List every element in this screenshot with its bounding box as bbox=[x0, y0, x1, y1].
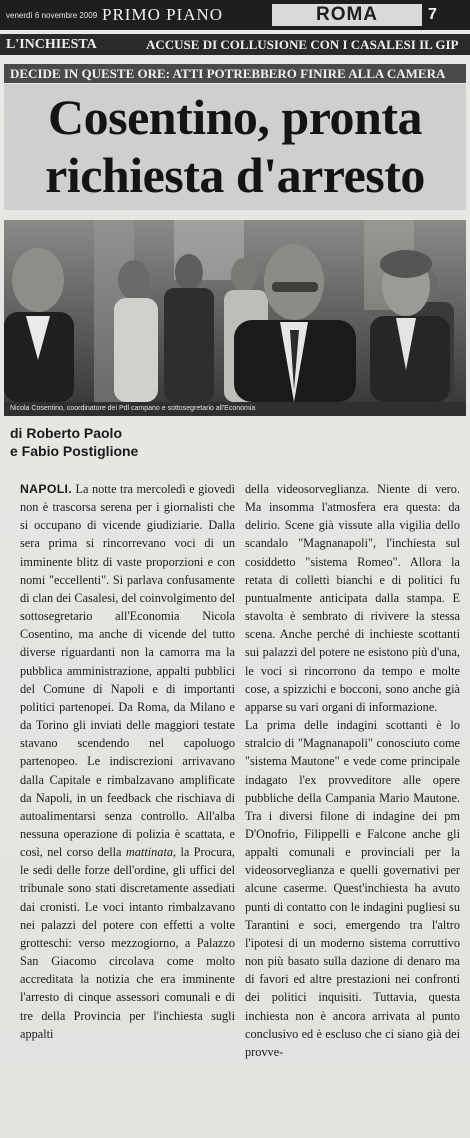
city-section-label: ROMA bbox=[272, 4, 422, 26]
news-photo bbox=[4, 220, 466, 402]
article-text: , la Procura, le sedi delle forze dell'ordine, gli uffici del tribunale sono stati discretamente assediati dai cronisti. Le voci intanto rimbalzavano nei palazzi del potere con effetti a volte grotteschi: verso mezzogiorno, a Palazzo San Giacomo circolava come molto accreditata la notizia che era imminente l'arresto di cinque assessori comunali e di tre della Provincia per l'inchiesta sugli appalti bbox=[20, 845, 235, 1041]
headline-line-2: richiesta d'arresto bbox=[45, 147, 425, 203]
issue-date: venerdì 6 novembre 2009 bbox=[6, 10, 98, 20]
inquiry-label: L'INCHIESTA bbox=[6, 36, 97, 52]
section-title: PRIMO PIANO bbox=[102, 5, 224, 24]
byline-author-1: di Roberto Paolo bbox=[10, 425, 122, 441]
article-text: La notte tra mercoledì e giovedì non è trascorsa serena per i giornalisti che si occupano di vicende giudiziarie. Dalla sera prima si rincorrevano voci di un imminente blitz di vaste proporzioni e con nomi "eccellenti". Si parlava confusamente di clan dei Casalesi, del coinvolgimento del sottosegretario all'Economia Nicola Cosentino, ma anche di vicende del tutto diverse riguardanti non la camorra ma la pubblica amministrazione, appalti pubblici del Comune di Napoli e di importanti politici partenopei. Da Roma, da Milano e da Torino gli inviati delle maggiori testate stavano scendendo nel capoluogo partenopeo. Le indiscrezioni arrivavano dalla Capitale e rimbalzavano amplificate da Napoli, in un feedback che rischiava di autoalimentarsi senza controllo. All'alba nessuna operazione di polizia è scattata, e così, nel corso della bbox=[20, 482, 235, 860]
article-column-right bbox=[245, 480, 460, 1132]
page-number: 7 bbox=[428, 6, 437, 23]
photo-caption: Nicola Cosentino, coordinatore dei Pdl campano e sottosegretario all'Economia bbox=[4, 402, 466, 416]
kicker-line: DECIDE IN QUESTE ORE: ATTI POTREBBERO FINIRE ALLA CAMERA bbox=[4, 64, 466, 83]
inquiry-bar bbox=[0, 34, 470, 55]
inquiry-topic: ACCUSE DI COLLUSIONE CON I CASALESI IL GIP bbox=[146, 36, 459, 52]
article-column-left bbox=[20, 480, 235, 1132]
dateline-city: NAPOLI. bbox=[20, 482, 72, 496]
page-header-bar bbox=[0, 0, 470, 30]
article-paragraph: della videosorveglianza. Niente di vero. Ma insomma l'atmosfera era questa: da delirio. Scene già vissute alla vigilia dello scandalo "Magnanapoli", l'inchiesta sul cosiddetto "sistema Romeo". Allora la retata di colletti bianchi e di politici fu puntualmente anticipata dalla stampa. E stavolta è sembrato di rivivere la stessa scena. Anche perché di inchieste scottanti sui palazzi del potere ne esistono più d'una, le voci si rincorrono da tempo e molte cose, a spizzichi e bocconi, sono anche già apparse su vari organi di informazione. bbox=[245, 482, 460, 714]
article-paragraph bbox=[20, 480, 235, 1043]
headline-line-1: Cosentino, pronta bbox=[48, 89, 422, 145]
article-paragraph: La prima delle indagini scottanti è lo stralcio di "Magnanapoli" conosciuto come "sistema Mautone" e vede come principale indagato l'ex provveditore alle opere pubbliche della Campania Mario Mautone. Tra i diversi filone di indagine dei pm D'Onofrio, Filippelli e Falcone anche gli appalti comunali e provinciali per la videosorveglianza e quelli governativi per alcune caserme. Quest'inchiesta ha avuto punti di contatto con le indagini pugliesi su Tarantini e soci, emergendo tra l'altro l'ipotesi di un moderno sistema corruttivo non più basato sulla dazione di denaro ma di favori ed altre prestazioni nei confronti dei politici inquisiti. Tuttavia, questa inchiesta non è ancora arrivata al punto conclusivo ed è escluso che ci siano già dei provve- bbox=[245, 718, 460, 1059]
article-text-italic: mattinata bbox=[125, 845, 174, 860]
byline bbox=[10, 424, 250, 460]
headline-block bbox=[4, 84, 466, 210]
photo-illustration bbox=[4, 220, 466, 402]
byline-author-2: e Fabio Postiglione bbox=[10, 443, 139, 459]
